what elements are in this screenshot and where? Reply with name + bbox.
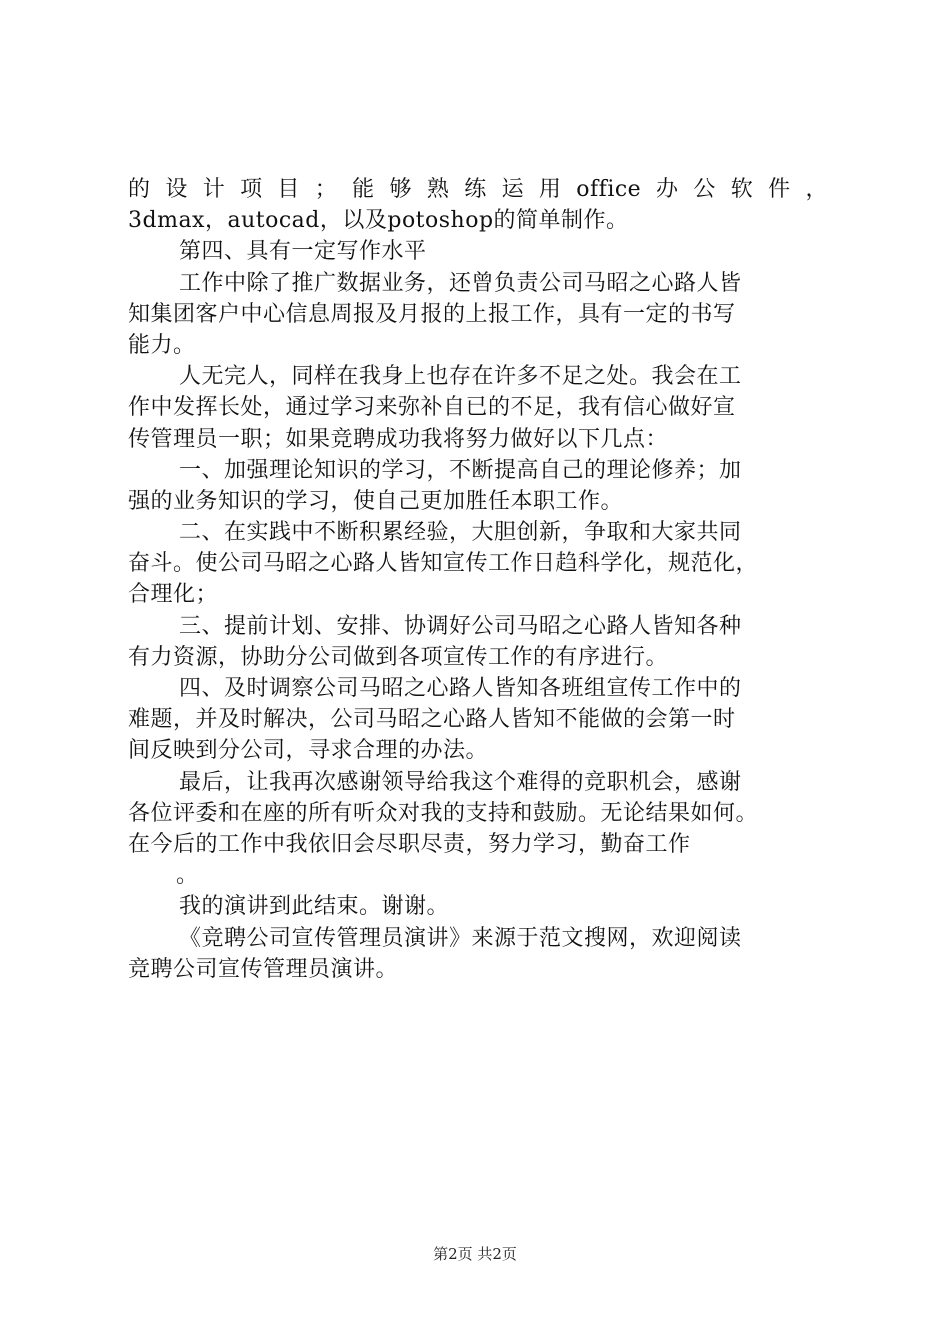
text-line: 间反映到分公司，寻求合理的办法。 [128, 738, 489, 764]
text-line: 三、提前计划、安排、协调好公司马昭之心路人皆知各种 [179, 613, 742, 639]
document-body [128, 174, 828, 985]
text-line: 工作中除了推广数据业务，还曾负责公司马昭之心路人皆 [179, 270, 742, 296]
text-line: 竞聘公司宣传管理员演讲。 [128, 956, 399, 982]
text-line: 《竞聘公司宣传管理员演讲》来源于范文搜网，欢迎阅读 [179, 925, 742, 951]
text-line: 奋斗。使公司马昭之心路人皆知宣传工作日趋科学化，规范化， [128, 551, 759, 577]
text-line: 各位评委和在座的所有听众对我的支持和鼓励。无论结果如何。 [128, 800, 759, 826]
text-line: 一、加强理论知识的学习，不断提高自己的理论修养；加 [179, 457, 742, 483]
text-line: 第四、具有一定写作水平 [179, 239, 427, 265]
page-footer: 第2页 共2页 [433, 1245, 517, 1263]
text-line: 合理化； [128, 582, 219, 608]
text-line: 我的演讲到此结束。谢谢。 [179, 894, 450, 920]
text-line: 难题，并及时解决，公司马昭之心路人皆知不能做的会第一时 [128, 707, 736, 733]
text-line: 四、及时调察公司马昭之心路人皆知各班组宣传工作中的 [179, 676, 742, 701]
text-line: 作中发挥长处，通过学习来弥补自已的不足，我有信心做好宣 [128, 395, 736, 421]
text-line: 强的业务知识的学习，使自己更加胜任本职工作。 [128, 488, 624, 514]
text-line: 传管理员一职；如果竞聘成功我将努力做好以下几点： [128, 426, 669, 452]
text-line: 有力资源，协助分公司做到各项宣传工作的有序进行。 [128, 644, 669, 670]
text-line: 最后，让我再次感谢领导给我这个难得的竞职机会，感谢 [179, 769, 742, 795]
text-line: 。 [176, 863, 199, 889]
text-line: 人无完人，同样在我身上也存在许多不足之处。我会在工 [179, 364, 742, 390]
text-line: 二、在实践中不断积累经验，大胆创新，争取和大家共同 [179, 520, 742, 546]
text-line: 在今后的工作中我依旧会尽职尽责，努力学习，勤奋工作 [128, 831, 691, 857]
text-line: 知集团客户中心信息周报及月报的上报工作，具有一定的书写 [128, 301, 736, 327]
text-line: 的设计项目；能够熟练运用office办公软件， [128, 177, 828, 202]
text-line: 3dmax，autocad，以及potoshop的简单制作。 [128, 208, 629, 234]
text-line: 能力。 [128, 332, 196, 358]
